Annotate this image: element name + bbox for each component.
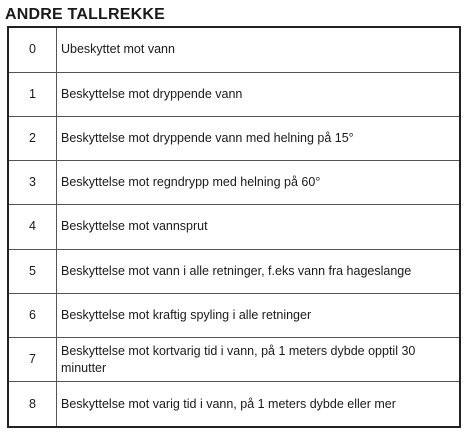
table-row bbox=[9, 338, 459, 382]
row-number: 7 bbox=[9, 338, 57, 382]
row-description: Beskyttelse mot regndrypp med helning på 60° bbox=[57, 161, 460, 205]
rating-table bbox=[7, 26, 461, 428]
row-description: Beskyttelse mot kraftig spyling i alle retninger bbox=[57, 293, 460, 337]
row-number: 8 bbox=[9, 382, 57, 426]
table-row bbox=[9, 293, 459, 337]
table-row bbox=[9, 382, 459, 426]
table-row bbox=[9, 28, 459, 72]
row-number: 5 bbox=[9, 249, 57, 293]
table-row bbox=[9, 72, 459, 116]
row-description: Beskyttelse mot kortvarig tid i vann, på 1 meters dybde opptil 30 minutter bbox=[57, 338, 460, 382]
row-description: Beskyttelse mot dryppende vann bbox=[57, 72, 460, 116]
row-description: Beskyttelse mot varig tid i vann, på 1 meters dybde eller mer bbox=[57, 382, 460, 426]
rating-table-grid bbox=[9, 28, 459, 426]
row-number: 6 bbox=[9, 293, 57, 337]
row-number: 3 bbox=[9, 161, 57, 205]
row-number: 2 bbox=[9, 116, 57, 160]
row-description: Beskyttelse mot dryppende vann med helning på 15° bbox=[57, 116, 460, 160]
page-title: ANDRE TALLREKKE bbox=[5, 6, 166, 23]
table-row bbox=[9, 205, 459, 249]
row-description: Beskyttelse mot vannsprut bbox=[57, 205, 460, 249]
table-row bbox=[9, 116, 459, 160]
table-row bbox=[9, 249, 459, 293]
row-description: Beskyttelse mot vann i alle retninger, f.eks vann fra hageslange bbox=[57, 249, 460, 293]
row-number: 0 bbox=[9, 28, 57, 72]
row-description: Ubeskyttet mot vann bbox=[57, 28, 460, 72]
table-row bbox=[9, 161, 459, 205]
row-number: 1 bbox=[9, 72, 57, 116]
row-number: 4 bbox=[9, 205, 57, 249]
